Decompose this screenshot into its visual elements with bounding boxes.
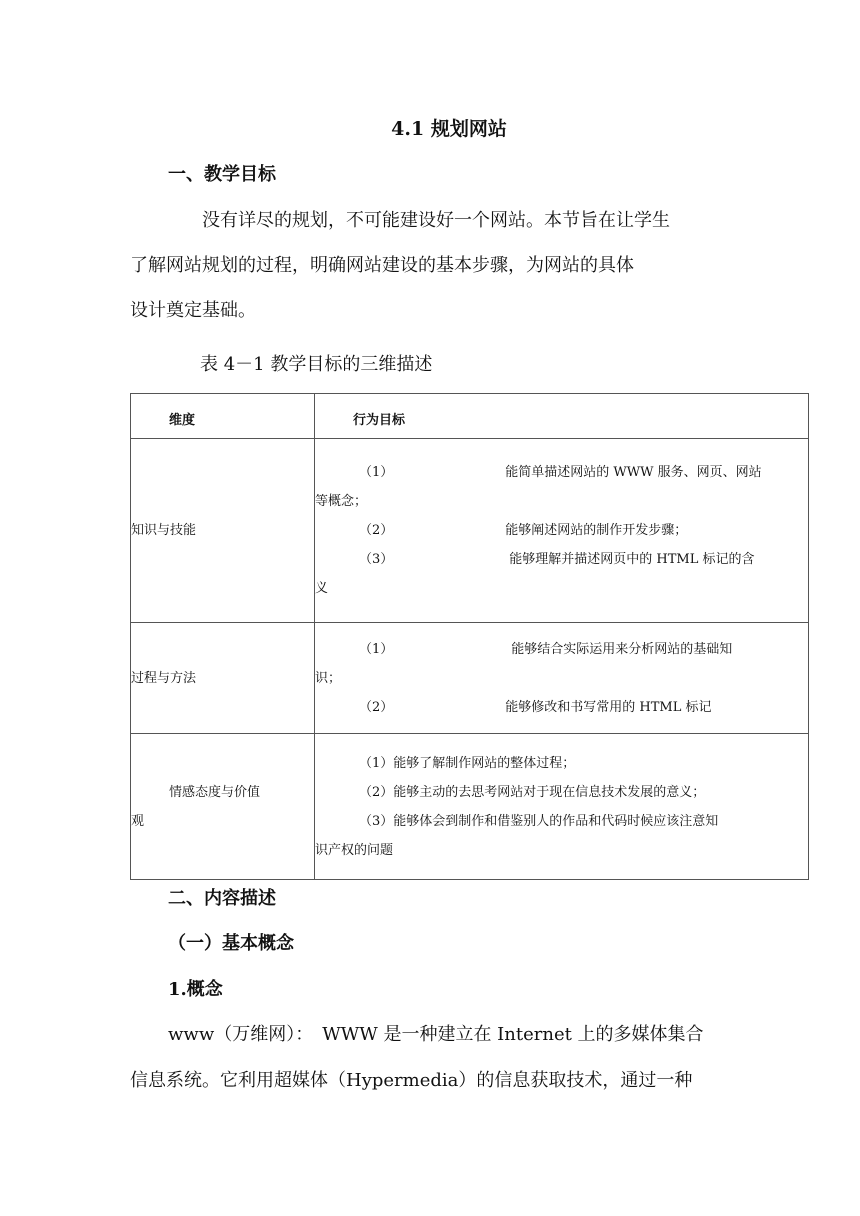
goal-line: （3）能够体会到制作和借鉴别人的作品和代码时候应该注意知 bbox=[359, 813, 719, 829]
goal-line-continuation: 识产权的问题 bbox=[315, 842, 394, 858]
table-header-row bbox=[131, 394, 809, 439]
goal-line: （1）能够了解制作网站的整体过程； bbox=[359, 755, 576, 771]
goal-item: （1） 能简单描述网站的 WWW 服务、网页、网站 bbox=[359, 465, 762, 480]
table-row-knowledge bbox=[131, 439, 809, 623]
concept-heading: 1.概念 bbox=[168, 979, 223, 1000]
goal-item-continuation: 识； bbox=[315, 670, 342, 686]
intro-line-3: 设计奠定基础。 bbox=[130, 300, 256, 321]
goal-item-continuation: 等概念； bbox=[315, 494, 368, 509]
table-row-attitude bbox=[131, 734, 809, 880]
goal-item: （2） 能够阐述网站的制作开发步骤； bbox=[359, 523, 688, 538]
goal-item: （2） 能够修改和书写常用的 HTML 标记 bbox=[359, 699, 712, 715]
header-dimension: 维度 bbox=[131, 394, 315, 439]
goal-item: （1） 能够结合实际运用来分析网站的基础知 bbox=[359, 641, 733, 657]
goals-attitude bbox=[315, 734, 809, 880]
intro-line-1: 没有详尽的规划，不可能建设好一个网站。本节旨在让学生 bbox=[202, 210, 670, 231]
section-heading-content: 二、内容描述 bbox=[168, 888, 276, 909]
dimension-attitude: 情感态度与价值 观 bbox=[131, 734, 315, 880]
header-goal: 行为目标 bbox=[315, 394, 809, 439]
goal-item: （3） 能够理解并描述网页中的 HTML 标记的含 bbox=[359, 552, 755, 567]
intro-line-2: 了解网站规划的过程，明确网站建设的基本步骤，为网站的具体 bbox=[130, 255, 634, 276]
subsection-heading: （一）基本概念 bbox=[168, 933, 294, 954]
goals-process bbox=[315, 623, 809, 734]
page-title: 4.1 规划网站 bbox=[391, 118, 507, 140]
goals-knowledge bbox=[315, 439, 809, 623]
goal-item-continuation: 义 bbox=[315, 581, 329, 596]
dimension-knowledge: 知识与技能 bbox=[131, 439, 315, 623]
section-heading-objectives: 一、教学目标 bbox=[168, 164, 276, 185]
table-caption: 表 4－1 教学目标的三维描述 bbox=[200, 354, 433, 375]
dimension-process: 过程与方法 bbox=[131, 623, 315, 734]
objectives-table bbox=[130, 393, 809, 880]
goal-line: （2）能够主动的去思考网站对于现在信息技术发展的意义； bbox=[359, 784, 706, 800]
table-row-process bbox=[131, 623, 809, 734]
concept-line-2: 信息系统。它利用超媒体（Hypermedia）的信息获取技术，通过一种 bbox=[130, 1070, 693, 1091]
concept-line-1: www（万维网）： WWW 是一种建立在 Internet 上的多媒体集合 bbox=[168, 1024, 704, 1045]
